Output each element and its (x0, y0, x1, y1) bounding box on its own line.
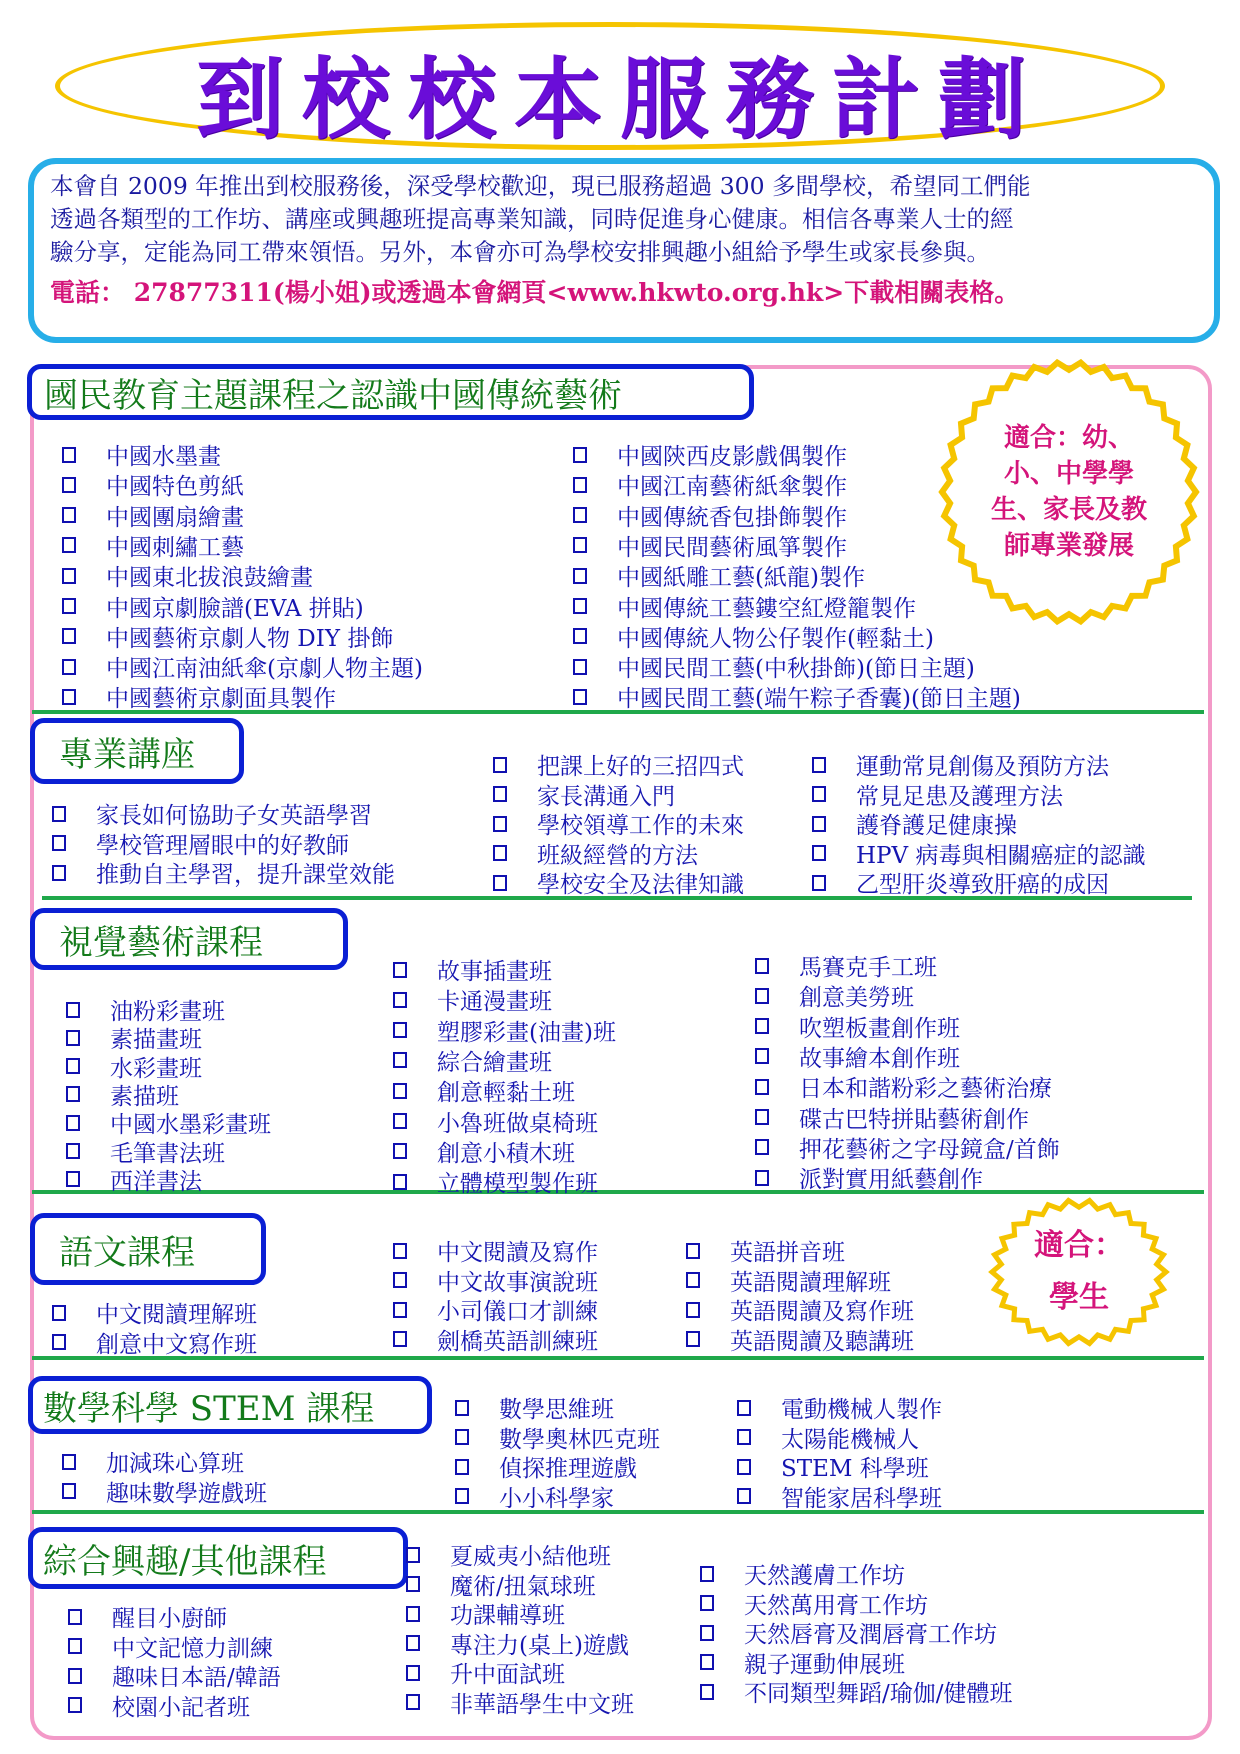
item-label: 英語拼音班 (730, 1240, 845, 1266)
checkbox-icon[interactable] (755, 958, 769, 974)
checklist-item[interactable] (573, 650, 975, 683)
checklist-item[interactable] (393, 1105, 598, 1138)
checklist-item[interactable] (737, 1391, 942, 1424)
item-label: STEM 科學班 (781, 1456, 929, 1482)
checklist-item[interactable] (737, 1480, 942, 1513)
checkbox-icon[interactable] (406, 1635, 420, 1651)
item-label: 加減珠心算班 (106, 1451, 244, 1477)
item-label: 中國團扇繪畫 (106, 504, 244, 531)
section-divider (32, 1510, 1204, 1514)
checkbox-icon[interactable] (755, 1139, 769, 1155)
heading-text: 數學科學 STEM 課程 (43, 1388, 375, 1429)
heading-text: 綜合興趣/其他課程 (43, 1541, 327, 1582)
item-label: 夏威夷小結他班 (450, 1544, 611, 1570)
checkbox-icon[interactable] (755, 1170, 769, 1186)
checklist-item[interactable] (52, 856, 395, 889)
checklist-item[interactable] (52, 1296, 257, 1329)
checkbox-icon[interactable] (62, 689, 76, 705)
badge-line: 學生 (1049, 1280, 1109, 1315)
item-label: 日本和諧粉彩之藝術治療 (799, 1076, 1052, 1103)
checklist-item[interactable] (686, 1264, 891, 1297)
badge-line: 小、中學學 (1003, 459, 1134, 489)
item-label: 英語閱讀及聽講班 (730, 1328, 914, 1355)
checklist-item[interactable] (573, 590, 916, 623)
checkbox-icon[interactable] (62, 659, 76, 675)
checkbox-icon[interactable] (755, 1018, 769, 1034)
checklist-item[interactable] (737, 1450, 929, 1483)
checklist-item[interactable] (406, 1627, 629, 1660)
intro-line: 透過各類型的工作坊、講座或興趣班提高專業知識，同時促進身心健康。相信各專業人士的經 (50, 205, 1014, 233)
checkbox-icon[interactable] (393, 1083, 407, 1099)
item-label: 中國水墨彩畫班 (110, 1112, 271, 1139)
item-label: 學校安全及法律知識 (537, 872, 744, 898)
item-label: 中國水墨畫 (106, 444, 221, 470)
checkbox-icon[interactable] (573, 477, 587, 493)
page-title: 到校校本服務計劃 (195, 47, 1044, 151)
checklist-item[interactable] (755, 949, 937, 982)
item-label: 中國傳統香包掛飾製作 (617, 504, 847, 531)
checklist-item[interactable] (62, 529, 244, 562)
checkbox-icon[interactable] (62, 1454, 76, 1470)
item-label: 英語閱讀理解班 (730, 1269, 891, 1296)
item-label: 中國特色剪紙 (106, 474, 244, 501)
item-label: 中文故事演說班 (437, 1269, 598, 1296)
item-label: 不同類型舞蹈/瑜伽/健體班 (744, 1681, 1013, 1707)
checkbox-icon[interactable] (493, 786, 507, 802)
item-label: 西洋書法 (110, 1168, 202, 1195)
checkbox-icon[interactable] (62, 628, 76, 644)
section-heading-lectures (30, 718, 244, 784)
item-label: 乙型肝炎導致肝癌的成因 (856, 872, 1109, 898)
checklist-item[interactable] (455, 1421, 660, 1454)
checklist-item[interactable] (62, 650, 423, 683)
checkbox-icon[interactable] (455, 1459, 469, 1475)
item-label: 創意輕黏土班 (437, 1080, 575, 1107)
checkbox-icon[interactable] (393, 1302, 407, 1318)
badge-text (1034, 1220, 1124, 1324)
section-heading-visual (30, 908, 348, 970)
checklist-item[interactable] (393, 1044, 552, 1077)
checkbox-icon[interactable] (573, 568, 587, 584)
item-label: 故事插畫班 (437, 959, 552, 985)
section-divider (32, 1190, 1204, 1194)
item-label: 創意小積木班 (437, 1140, 575, 1167)
checkbox-icon[interactable] (700, 1566, 714, 1582)
checkbox-icon[interactable] (755, 988, 769, 1004)
checkbox-icon[interactable] (700, 1654, 714, 1670)
intro-line: 驗分享，定能為同工帶來領悟。另外，本會亦可為學校安排興趣小組給予學生或家長參與。 (50, 238, 990, 266)
item-label: 中國民間工藝(中秋掛飾)(節日主題) (617, 656, 975, 683)
checklist-item[interactable] (62, 590, 364, 623)
checklist-item[interactable] (812, 778, 1063, 811)
item-label: 吹塑板畫創作班 (799, 1015, 960, 1042)
item-label: 趣味日本語/韓語 (112, 1665, 281, 1691)
checklist-item[interactable] (393, 1135, 575, 1168)
checklist-item[interactable] (812, 748, 1109, 781)
checklist-item[interactable] (393, 953, 552, 986)
checkbox-icon[interactable] (737, 1488, 751, 1504)
checklist-item[interactable] (393, 1234, 598, 1267)
item-label: 油粉彩畫班 (110, 999, 225, 1025)
checklist-item[interactable] (573, 680, 1021, 713)
checklist-item[interactable] (686, 1323, 914, 1356)
intro-line: 本會自 2009 年推出到校服務後，深受學校歡迎，現已服務超過 300 多間學校，希望同工們能 (50, 172, 1031, 200)
badge-line: 適合： (1034, 1228, 1124, 1263)
item-label: 趣味數學遊戲班 (106, 1480, 267, 1507)
item-label: 中國藝術京劇人物 DIY 掛飾 (106, 625, 394, 652)
item-label: 中國江南藝術紙傘製作 (617, 474, 847, 501)
section-heading-other (28, 1527, 408, 1589)
checkbox-icon[interactable] (52, 806, 66, 822)
item-label: 護脊護足健康操 (856, 813, 1017, 839)
checkbox-icon[interactable] (406, 1606, 420, 1622)
badge-line: 生、家長及教 (990, 495, 1147, 525)
checkbox-icon[interactable] (393, 1113, 407, 1129)
checkbox-icon[interactable] (393, 992, 407, 1008)
checklist-item[interactable] (68, 1659, 281, 1692)
item-label: 英語閱讀及寫作班 (730, 1299, 914, 1325)
checklist-item[interactable] (393, 1165, 598, 1198)
checklist-item[interactable] (493, 748, 744, 781)
item-label: 碟古巴特拼貼藝術創作 (799, 1106, 1029, 1133)
checklist-item[interactable] (406, 1568, 596, 1601)
item-label: 創意美勞班 (799, 985, 914, 1012)
item-label: 卡通漫畫班 (437, 989, 552, 1016)
checkbox-icon[interactable] (62, 447, 76, 463)
item-label: 天然唇膏及潤唇膏工作坊 (744, 1622, 997, 1648)
checkbox-icon[interactable] (700, 1684, 714, 1700)
section-heading-stem (28, 1376, 432, 1434)
checkbox-icon[interactable] (393, 1022, 407, 1038)
checklist-item[interactable] (66, 1163, 202, 1196)
item-label: 天然護膚工作坊 (744, 1563, 905, 1589)
checklist-item[interactable] (686, 1293, 914, 1326)
item-label: 中國傳統人物公仔製作(輕黏土) (617, 625, 934, 652)
checklist-item[interactable] (573, 529, 847, 562)
item-label: 學校管理層眼中的好教師 (96, 832, 349, 859)
item-label: 偵探推理遊戲 (499, 1456, 637, 1482)
item-label: 毛筆書法班 (110, 1140, 225, 1167)
item-label: 親子運動伸展班 (744, 1651, 905, 1678)
checklist-item[interactable] (812, 807, 1017, 840)
checkbox-icon[interactable] (406, 1576, 420, 1592)
checklist-item[interactable] (62, 1445, 244, 1478)
section-heading-national (27, 364, 754, 420)
checkbox-icon[interactable] (812, 757, 826, 773)
item-label: 智能家居科學班 (781, 1485, 942, 1512)
item-label: 魔術/扭氣球班 (450, 1573, 596, 1600)
checkbox-icon[interactable] (62, 1483, 76, 1499)
item-label: 劍橋英語訓練班 (437, 1328, 598, 1355)
checkbox-icon[interactable] (66, 1171, 80, 1187)
checklist-item[interactable] (573, 559, 865, 592)
checklist-item[interactable] (62, 468, 244, 501)
checklist-item[interactable] (755, 979, 914, 1012)
badge-line: 適合：幼、 (1003, 423, 1134, 453)
checkbox-icon[interactable] (573, 447, 587, 463)
item-label: 派對實用紙藝創作 (799, 1167, 983, 1194)
checklist-item[interactable] (406, 1686, 634, 1719)
checkbox-icon[interactable] (68, 1697, 82, 1713)
checkbox-icon[interactable] (393, 1174, 407, 1190)
checkbox-icon[interactable] (737, 1429, 751, 1445)
checklist-item[interactable] (393, 1074, 575, 1107)
checklist-item[interactable] (393, 983, 552, 1016)
item-label: 中國京劇臉譜(EVA 拼貼) (106, 595, 364, 622)
heading-text: 視覺藝術課程 (59, 922, 263, 963)
checkbox-icon[interactable] (573, 628, 587, 644)
item-label: 非華語學生中文班 (450, 1691, 634, 1718)
checkbox-icon[interactable] (406, 1665, 420, 1681)
checkbox-icon[interactable] (755, 1109, 769, 1125)
checkbox-icon[interactable] (406, 1547, 420, 1563)
item-label: 馬賽克手工班 (799, 955, 937, 981)
item-label: 素描畫班 (110, 1027, 202, 1054)
item-label: 中文記憶力訓練 (112, 1635, 273, 1662)
checkbox-icon[interactable] (455, 1400, 469, 1416)
checklist-item[interactable] (493, 807, 744, 840)
item-label: 升中面試班 (450, 1662, 565, 1688)
checkbox-icon[interactable] (62, 598, 76, 614)
checkbox-icon[interactable] (737, 1459, 751, 1475)
item-label: 中國陝西皮影戲偶製作 (617, 444, 847, 470)
checklist-item[interactable] (68, 1689, 250, 1722)
item-label: HPV 病毒與相關癌症的認識 (856, 842, 1146, 869)
audience-badge-students (988, 1196, 1170, 1348)
checklist-item[interactable] (406, 1656, 565, 1689)
checklist-item[interactable] (755, 1101, 1029, 1134)
checkbox-icon[interactable] (573, 537, 587, 553)
checkbox-icon[interactable] (393, 1272, 407, 1288)
item-label: 素描班 (110, 1083, 179, 1110)
checklist-item[interactable] (755, 1070, 1052, 1103)
heading-text: 專業講座 (59, 734, 195, 775)
checklist-item[interactable] (573, 620, 934, 653)
item-label: 運動常見創傷及預防方法 (856, 754, 1109, 780)
checkbox-icon[interactable] (686, 1272, 700, 1288)
section-heading-language (30, 1213, 266, 1285)
item-label: 校園小記者班 (112, 1694, 250, 1721)
item-label: 中國紙雕工藝(紙龍)製作 (617, 565, 865, 592)
item-label: 創意中文寫作班 (96, 1331, 257, 1358)
checklist-item[interactable] (812, 837, 1145, 870)
checkbox-icon[interactable] (573, 598, 587, 614)
item-label: 天然萬用膏工作坊 (744, 1592, 928, 1619)
checkbox-icon[interactable] (812, 816, 826, 832)
checklist-item[interactable] (493, 837, 698, 870)
checkbox-icon[interactable] (393, 962, 407, 978)
checkbox-icon[interactable] (455, 1488, 469, 1504)
checkbox-icon[interactable] (393, 1243, 407, 1259)
checkbox-icon[interactable] (573, 659, 587, 675)
checkbox-icon[interactable] (393, 1052, 407, 1068)
checkbox-icon[interactable] (755, 1048, 769, 1064)
checkbox-icon[interactable] (573, 507, 587, 523)
checklist-item[interactable] (393, 1293, 598, 1326)
checklist-item[interactable] (755, 1131, 1060, 1164)
checklist-item[interactable] (62, 1475, 267, 1508)
checkbox-icon[interactable] (700, 1595, 714, 1611)
checkbox-icon[interactable] (68, 1668, 82, 1684)
checkbox-icon[interactable] (737, 1400, 751, 1416)
checklist-item[interactable] (493, 866, 744, 899)
checklist-item[interactable] (406, 1538, 611, 1571)
item-label: 學校領導工作的未來 (537, 813, 744, 839)
item-label: 數學奧林匹克班 (499, 1426, 660, 1453)
checklist-item[interactable] (755, 1010, 960, 1043)
badge-text (991, 420, 1147, 564)
item-label: 專注力(桌上)遊戲 (450, 1632, 629, 1659)
checkbox-icon[interactable] (812, 845, 826, 861)
item-label: 數學思維班 (499, 1397, 614, 1423)
item-label: 押花藝術之字母鏡盒/首飾 (799, 1136, 1060, 1163)
checkbox-icon[interactable] (700, 1625, 714, 1641)
item-label: 太陽能機械人 (781, 1426, 919, 1453)
checkbox-icon[interactable] (66, 1086, 80, 1102)
checkbox-icon[interactable] (66, 1002, 80, 1018)
item-label: 中國民間工藝(端午粽子香囊)(節日主題) (617, 686, 1021, 713)
heading-text: 語文課程 (59, 1232, 195, 1273)
checklist-item[interactable] (737, 1421, 919, 1454)
checklist-item[interactable] (393, 1264, 598, 1297)
item-label: 把課上好的三招四式 (537, 754, 744, 780)
checklist-item[interactable] (455, 1480, 614, 1513)
item-label: 推動自主學習，提升課堂效能 (96, 862, 395, 888)
checkbox-icon[interactable] (493, 816, 507, 832)
checkbox-icon[interactable] (52, 865, 66, 881)
checklist-item[interactable] (455, 1450, 637, 1483)
checkbox-icon[interactable] (755, 1079, 769, 1095)
badge-line: 師專業發展 (1003, 531, 1134, 561)
item-label: 中文閱讀及寫作 (437, 1240, 598, 1266)
item-label: 中國藝術京劇面具製作 (106, 686, 336, 713)
checkbox-icon[interactable] (62, 507, 76, 523)
checklist-item[interactable] (68, 1630, 273, 1663)
checklist-item[interactable] (393, 1323, 598, 1356)
checkbox-icon[interactable] (812, 786, 826, 802)
checkbox-icon[interactable] (455, 1429, 469, 1445)
contact-info: 電話： 27877311(楊小姐)或透過本會網頁<www.hkwto.org.hk>下載相關表格。 (50, 278, 1020, 307)
item-label: 小魯班做桌椅班 (437, 1110, 598, 1137)
checklist-item[interactable] (62, 680, 336, 713)
item-label: 醒目小廚師 (112, 1606, 227, 1632)
checklist-item[interactable] (755, 1040, 960, 1073)
checkbox-icon[interactable] (52, 1305, 66, 1321)
item-label: 常見足患及護理方法 (856, 783, 1063, 810)
audience-badge-teachers (938, 358, 1200, 626)
item-label: 中國東北拔浪鼓繪畫 (106, 565, 313, 592)
checklist-item[interactable] (62, 559, 313, 592)
checkbox-icon[interactable] (493, 757, 507, 773)
item-label: 電動機械人製作 (781, 1397, 942, 1423)
checklist-item[interactable] (493, 778, 675, 811)
checklist-item[interactable] (700, 1646, 905, 1679)
item-label: 故事繪本創作班 (799, 1045, 960, 1072)
item-label: 班級經營的方法 (537, 842, 698, 869)
item-label: 中國民間藝術風箏製作 (617, 534, 847, 561)
intro-text (50, 170, 1200, 269)
checkbox-icon[interactable] (62, 537, 76, 553)
checklist-item[interactable] (62, 438, 221, 471)
checklist-item[interactable] (52, 797, 372, 830)
item-label: 家長如何協助子女英語學習 (96, 803, 372, 829)
checklist-item[interactable] (700, 1587, 928, 1620)
checkbox-icon[interactable] (68, 1638, 82, 1654)
item-label: 功課輔導班 (450, 1603, 565, 1629)
item-label: 中文閱讀理解班 (96, 1302, 257, 1328)
checkbox-icon[interactable] (52, 1334, 66, 1350)
item-label: 家長溝通入門 (537, 783, 675, 810)
checkbox-icon[interactable] (686, 1243, 700, 1259)
item-label: 綜合繪畫班 (437, 1049, 552, 1076)
checkbox-icon[interactable] (66, 1143, 80, 1159)
checklist-item[interactable] (700, 1616, 997, 1649)
checkbox-icon[interactable] (493, 875, 507, 891)
item-label: 中國傳統工藝鏤空紅燈籠製作 (617, 595, 916, 622)
checkbox-icon[interactable] (68, 1609, 82, 1625)
checklist-item[interactable] (700, 1557, 905, 1590)
item-label: 立體模型製作班 (437, 1171, 598, 1198)
checklist-item[interactable] (68, 1600, 227, 1633)
checkbox-icon[interactable] (62, 568, 76, 584)
item-label: 小司儀口才訓練 (437, 1299, 598, 1325)
checklist-item[interactable] (700, 1675, 1013, 1708)
checkbox-icon[interactable] (393, 1331, 407, 1347)
checklist-item[interactable] (52, 1326, 257, 1359)
checklist-item[interactable] (812, 866, 1109, 899)
checklist-item[interactable] (455, 1391, 614, 1424)
checklist-item[interactable] (573, 438, 847, 471)
checkbox-icon[interactable] (406, 1694, 420, 1710)
checklist-item[interactable] (406, 1597, 565, 1630)
checklist-item[interactable] (573, 468, 847, 501)
checkbox-icon[interactable] (66, 1115, 80, 1131)
checklist-item[interactable] (52, 827, 349, 860)
checkbox-icon[interactable] (62, 477, 76, 493)
item-label: 中國刺繡工藝 (106, 534, 244, 561)
checkbox-icon[interactable] (66, 1030, 80, 1046)
item-label: 中國江南油紙傘(京劇人物主題) (106, 656, 423, 683)
checkbox-icon[interactable] (66, 1058, 80, 1074)
checkbox-icon[interactable] (52, 835, 66, 851)
checkbox-icon[interactable] (812, 875, 826, 891)
checkbox-icon[interactable] (573, 689, 587, 705)
item-label: 塑膠彩畫(油畫)班 (437, 1019, 616, 1046)
checklist-item[interactable] (62, 620, 393, 653)
checklist-item[interactable] (755, 1161, 983, 1194)
item-label: 水彩畫班 (110, 1055, 202, 1082)
checklist-item[interactable] (62, 499, 244, 532)
item-label: 小小科學家 (499, 1485, 614, 1512)
checkbox-icon[interactable] (393, 1143, 407, 1159)
checklist-item[interactable] (393, 1014, 616, 1047)
checklist-item[interactable] (573, 499, 847, 532)
heading-text: 國民教育主題課程之認識中國傳統藝術 (44, 375, 622, 416)
checkbox-icon[interactable] (686, 1302, 700, 1318)
checkbox-icon[interactable] (686, 1331, 700, 1347)
checklist-item[interactable] (686, 1234, 845, 1267)
checkbox-icon[interactable] (493, 845, 507, 861)
